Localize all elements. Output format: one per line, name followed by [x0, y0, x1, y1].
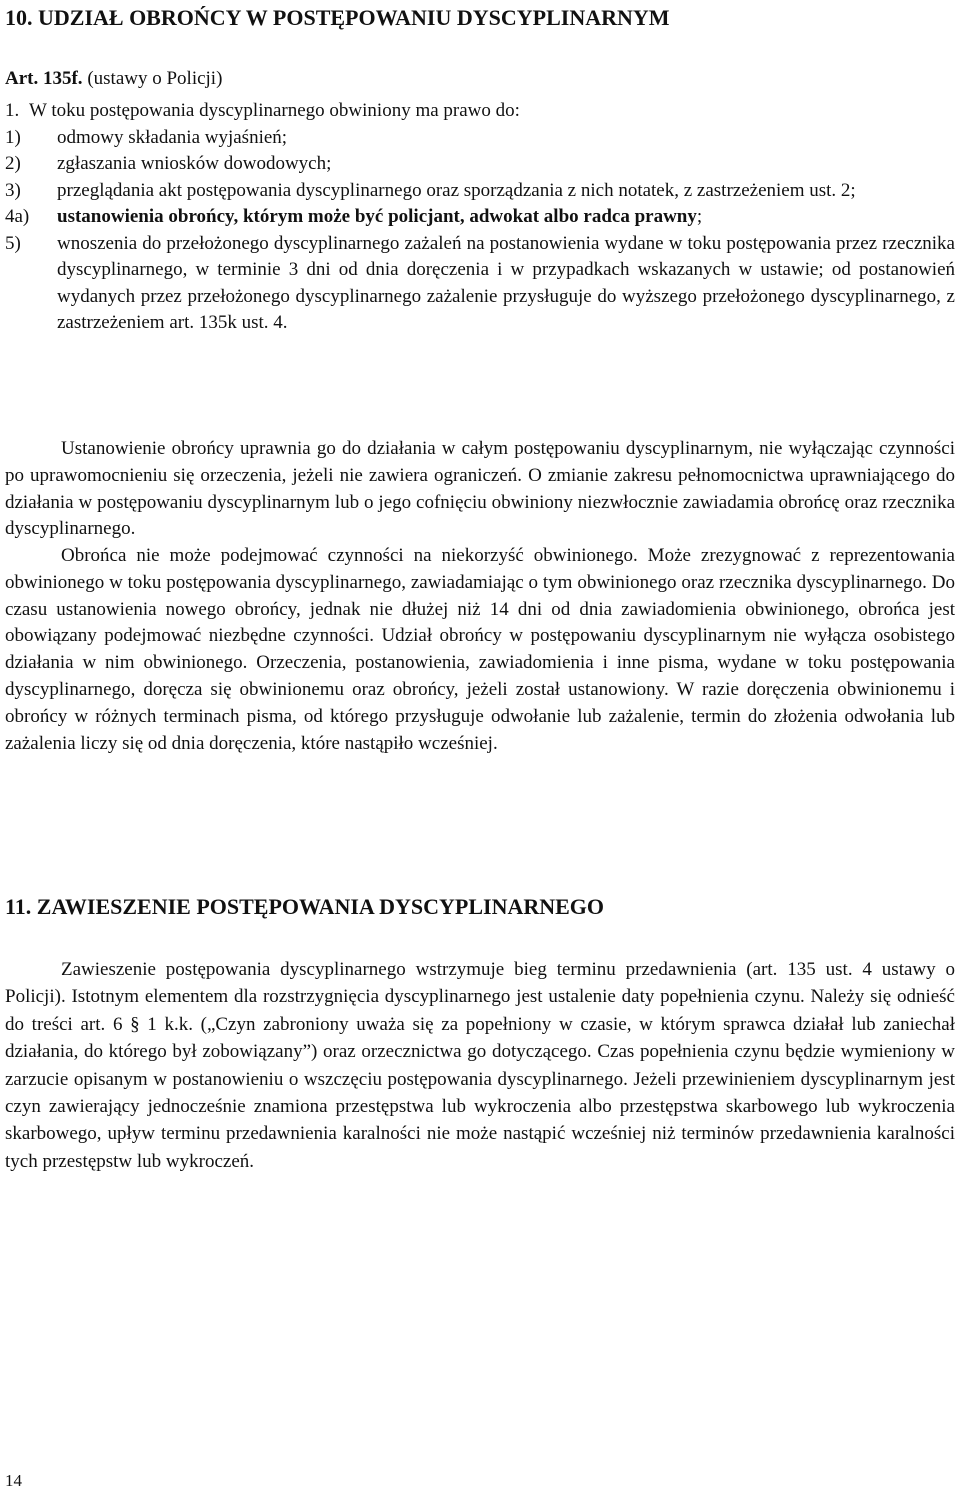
- list-item-text: W toku postępowania dyscyplinarnego obwiniony ma prawo do:: [29, 100, 520, 121]
- list-item-text: przeglądania akt postępowania dyscyplinarnego oraz sporządzania z nich notatek, z zastrzeżeniem ust. 2;: [57, 179, 856, 201]
- list-item-number: 5): [5, 232, 21, 254]
- section-11-heading: 11. ZAWIESZENIE POSTĘPOWANIA DYSCYPLINARNEGO: [5, 894, 605, 919]
- page-number: 14: [5, 1471, 22, 1490]
- section-10-heading: 10. UDZIAŁ OBROŃCY W POSTĘPOWANIU DYSCYPLINARNYM: [5, 5, 670, 30]
- article-number: Art. 135f.: [5, 68, 83, 89]
- list-item: [5, 231, 955, 337]
- list-item: [5, 178, 955, 205]
- list-item: [5, 204, 955, 231]
- list-item-text: zgłaszania wniosków dowodowych;: [57, 153, 332, 174]
- paragraph-suspension: Zawieszenie postępowania dyscyplinarnego wstrzymuje bieg terminu przedawnienia (art. 135 ust. 4 ustawy o Policji). Istotnym elementem dla rozstrzygnięcia dyscyplinarnego jest ustalenie daty popełnienia czynu. Należy się odnieść do treści art. 6 § 1 k.k. („Czyn zabroniony uważa się za popełniony w czasie, w którym sprawca działał lub zaniechał działania, do którego był zobowiązany”) oraz orzecznictwa go dotyczącego. Czas popełnienia czynu będzie wymieniony w zarzucie opisanym w postanowieniu o wszczęciu postępowania dyscyplinarnego. Jeżeli przewinieniem dyscyplinarnym jest czyn zawierający jednocześnie znamiona przestępstwa lub wykroczenia albo przestępstwa skarbowego lub wykroczenia skarbowego, upływ terminu przedawnienia karalności nie może nastąpić wcześniej niż terminów przedawnienia karalności tych przestępstw lub wykroczeń.: [5, 959, 955, 1172]
- rights-list: [5, 98, 955, 337]
- list-item-text: wnoszenia do przełożonego dyscyplinarnego zażaleń na postanowienia wydane w toku postępowania przez rzecznika dyscyplinarnego, w terminie 3 dni od dnia doręczenia i w przypadkach wskazanych w ustawie; od postanowień wydanych przez przełożonego dyscyplinarnego zażalenie przysługuje do wyższego przełożonego dyscyplinarnego, z zastrzeżeniem art. 135k ust. 4.: [57, 232, 955, 333]
- document-page: [5, 0, 956, 1501]
- list-item: [5, 98, 955, 125]
- list-item: [5, 151, 955, 178]
- list-item: [5, 125, 955, 152]
- list-item-text: odmowy składania wyjaśnień;: [57, 126, 288, 148]
- list-item-number: 2): [5, 153, 21, 174]
- article-source: (ustawy o Policji): [82, 68, 223, 89]
- article-reference: [5, 66, 222, 92]
- paragraph-defender-scope: Ustanowienie obrońcy uprawnia go do działania w całym postępowaniu dyscyplinarnym, nie wyłączając czynności po uprawomocnieniu się orzeczenia, jeżeli nie zawiera ograniczeń. O zmianie zakresu pełnomocnictwa uprawniającego do działania w postępowaniu dyscyplinarnym lub o jego cofnięciu obwiniony niezwłocznie zawiadamia obrońcę oraz rzecznika dyscyplinarnego.: [5, 438, 955, 540]
- list-item-number: 1.: [5, 100, 20, 121]
- paragraph-defender-duties: Obrońca nie może podejmować czynności na niekorzyść obwinionego. Może zrezygnować z reprezentowania obwinionego w toku postępowania dyscyplinarnego, zawiadamiając o tym obwinionego oraz rzecznika dyscyplinarnego. Do czasu ustanowienia nowego obrońcy, jednak nie dłużej niż 14 dni od dnia zawiadomienia obwinionego, obrońca jest obowiązany podejmować niezbędne czynności. Udział obrońcy w postępowaniu dyscyplinarnym nie wyłącza osobistego działania w nim obwinionego. Orzeczenia, postanowienia, zawiadomienia i inne pisma, wydane w toku postępowania dyscyplinarnego, doręcza się obwinionemu oraz obrońcy, jeżeli został ustanowiony. W razie doręczenia obwinionemu i obrońcy w różnych terminach pisma, od którego przysługuje odwołanie lub zażalenie, termin do złożenia odwołania lub zażalenia liczy się od dnia doręczenia, które nastąpiło wcześniej.: [5, 545, 955, 754]
- list-item-number: 4a): [5, 206, 30, 227]
- list-item-text: ;: [696, 206, 703, 227]
- list-item-bold-text: ustanowienia obrońcy, którym może być policjant, adwokat albo radca prawny: [57, 206, 697, 227]
- list-item-number: 3): [5, 179, 21, 201]
- list-item-number: 1): [5, 126, 21, 148]
